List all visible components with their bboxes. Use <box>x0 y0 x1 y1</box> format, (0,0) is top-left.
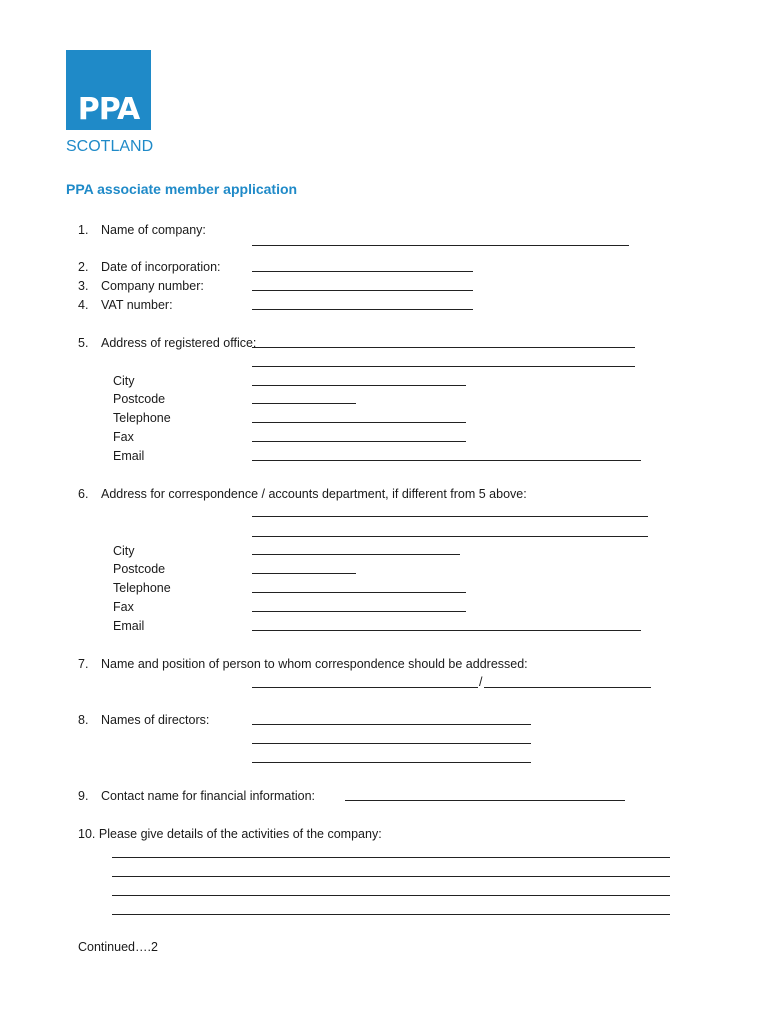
item-number: 4. <box>78 298 89 312</box>
item-number: 2. <box>78 260 89 274</box>
company-number-field[interactable] <box>252 290 473 291</box>
correspondence-person-label: Name and position of person to whom correspondence should be addressed: <box>101 657 528 671</box>
director-field-2[interactable] <box>252 743 531 744</box>
item-number: 1. <box>78 223 89 237</box>
financial-contact-label: Contact name for financial information: <box>101 789 315 803</box>
incorporation-date-field[interactable] <box>252 271 473 272</box>
activities-field-1[interactable] <box>112 857 670 858</box>
director-field-1[interactable] <box>252 724 531 725</box>
item-number: 9. <box>78 789 89 803</box>
telephone-label: Telephone <box>113 411 171 425</box>
item-number: 7. <box>78 657 89 671</box>
fax-label: Fax <box>113 600 134 614</box>
correspondence-address-field-2[interactable] <box>252 536 648 537</box>
activities-label <box>78 827 382 841</box>
page-title: PPA associate member application <box>66 181 298 197</box>
company-name-field[interactable] <box>252 245 629 246</box>
correspondence-person-name-field[interactable] <box>252 687 478 688</box>
postcode-label: Postcode <box>113 392 166 406</box>
correspondence-city-field[interactable] <box>252 554 460 555</box>
telephone-label: Telephone <box>113 581 171 595</box>
continued-note: Continued….2 <box>78 940 158 954</box>
city-label: City <box>113 544 135 558</box>
ppa-logo <box>66 50 151 130</box>
email-label: Email <box>113 619 145 633</box>
item-number: 3. <box>78 279 89 293</box>
correspondence-address-field-1[interactable] <box>252 516 648 517</box>
name-position-separator: / <box>479 675 483 689</box>
item-number: 5. <box>78 336 89 350</box>
email-label: Email <box>113 449 145 463</box>
financial-contact-field[interactable] <box>345 800 625 801</box>
company-name-label: Name of company: <box>101 223 206 237</box>
director-field-3[interactable] <box>252 762 531 763</box>
activities-field-4[interactable] <box>112 914 670 915</box>
registered-telephone-field[interactable] <box>252 422 466 423</box>
item-number: 6. <box>78 487 89 501</box>
correspondence-telephone-field[interactable] <box>252 592 466 593</box>
activities-field-3[interactable] <box>112 895 670 896</box>
vat-number-field[interactable] <box>252 309 473 310</box>
logo-mark: PPA <box>77 92 140 127</box>
incorporation-date-label: Date of incorporation: <box>101 260 221 274</box>
postcode-label: Postcode <box>113 562 166 576</box>
correspondence-email-field[interactable] <box>252 630 641 631</box>
correspondence-address-label: Address for correspondence / accounts department, if different from 5 above: <box>101 487 527 501</box>
correspondence-fax-field[interactable] <box>252 611 466 612</box>
registered-email-field[interactable] <box>252 460 641 461</box>
logo-region: SCOTLAND <box>66 138 154 155</box>
vat-number-label: VAT number: <box>101 298 173 312</box>
correspondence-postcode-field[interactable] <box>252 573 356 574</box>
item-number: 10. <box>78 827 96 841</box>
registered-address-field-2[interactable] <box>252 366 635 367</box>
registered-postcode-field[interactable] <box>252 403 356 404</box>
fax-label: Fax <box>113 430 134 444</box>
activities-field-2[interactable] <box>112 876 670 877</box>
item-number: 8. <box>78 713 89 727</box>
correspondence-person-position-field[interactable] <box>484 687 651 688</box>
activities-label-text: Please give details of the activities of the company: <box>98 827 382 841</box>
city-label: City <box>113 374 135 388</box>
registered-address-label: Address of registered office: <box>101 336 257 350</box>
company-number-label: Company number: <box>101 279 204 293</box>
registered-city-field[interactable] <box>252 385 466 386</box>
directors-label: Names of directors: <box>101 713 210 727</box>
registered-fax-field[interactable] <box>252 441 466 442</box>
registered-address-field-1[interactable] <box>252 347 635 348</box>
